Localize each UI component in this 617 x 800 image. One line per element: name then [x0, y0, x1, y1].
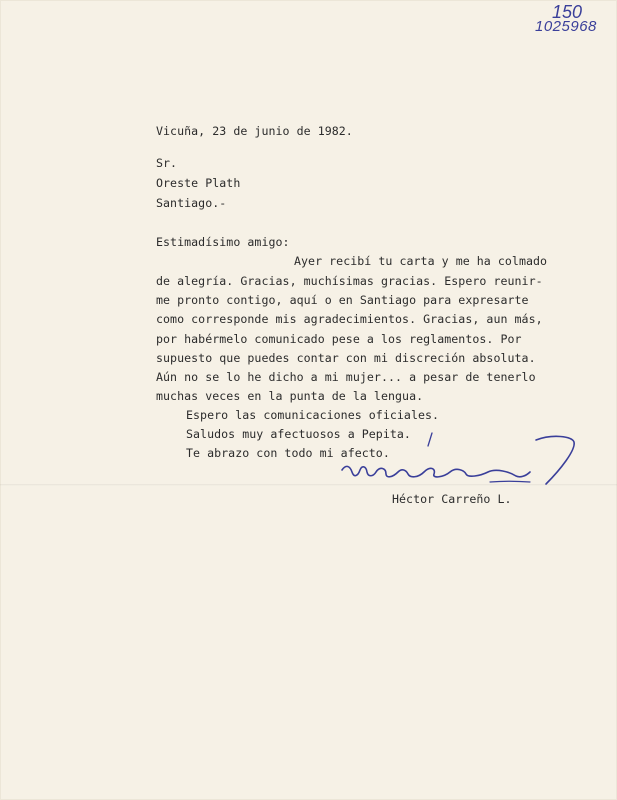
body-line: Ayer recibí tu carta y me ha colmado [294, 254, 548, 268]
recipient-name: Oreste Plath [156, 176, 241, 190]
body-line: como corresponde mis agradecimientos. Gracias, aun más, [156, 312, 543, 326]
body-line: Te abrazo con todo mi afecto. [186, 446, 390, 460]
archive-note-top: 150 [552, 2, 583, 22]
archive-note-id: 1025968 [535, 18, 597, 35]
body-line: Espero las comunicaciones oficiales. [186, 408, 440, 422]
body-line: de alegría. Gracias, muchísimas gracias. Espero reunir- [156, 274, 543, 288]
body-line: Saludos muy afectuosos a Pepita. [186, 427, 411, 441]
handwritten-signature [340, 432, 580, 492]
body-line: me pronto contigo, aquí o en Santiago para expresarte [156, 293, 529, 307]
salutation: Estimadísimo amigo: [156, 235, 290, 249]
body-line: muchas veces en la punta de la lengua. [156, 389, 424, 403]
recipient-title: Sr. [156, 156, 178, 170]
signatory-name: Héctor Carreño L. [392, 492, 512, 506]
body-line: Aún no se lo he dicho a mi mujer... a pesar de tenerlo [156, 370, 536, 384]
body-line: supuesto que puedes contar con mi discreción absoluta. [156, 351, 536, 365]
body-line: por habérmelo comunicado pese a los reglamentos. Por [156, 332, 522, 346]
recipient-city: Santiago.- [156, 196, 227, 210]
date-line: Vicuña, 23 de junio de 1982. [156, 124, 353, 138]
